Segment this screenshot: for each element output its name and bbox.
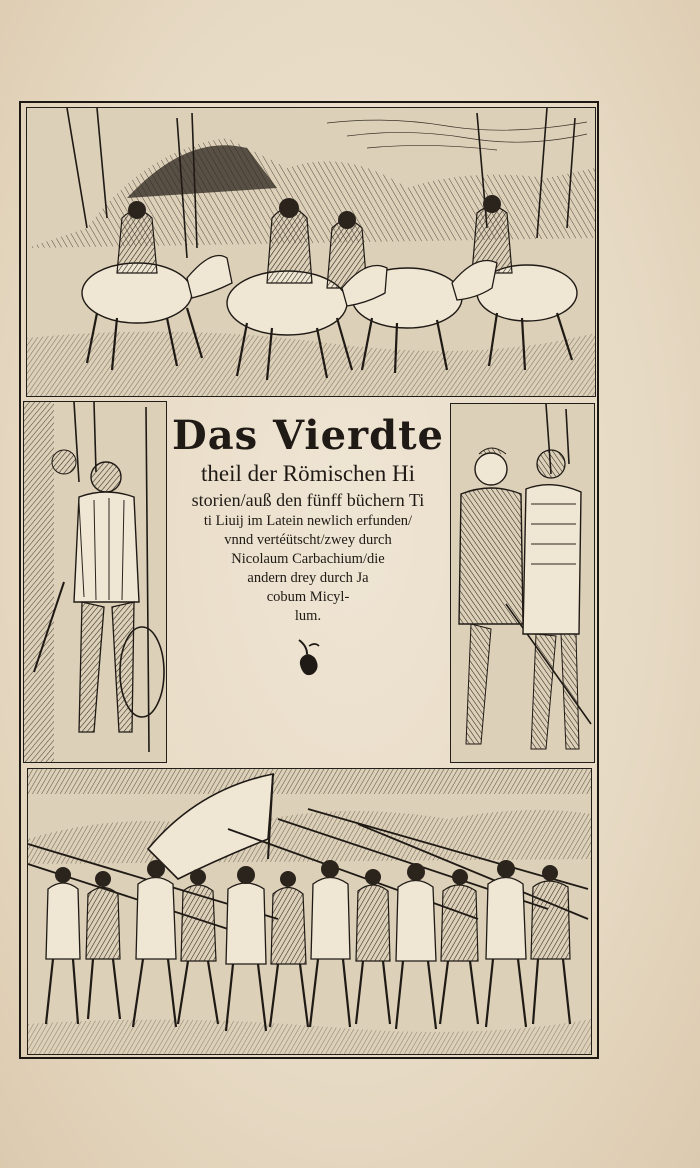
landsknechte-march-woodcut [27, 768, 592, 1055]
title-line-7: cobum Micyl- [266, 589, 350, 605]
leaf-ornament-icon [168, 636, 448, 684]
cavalry-woodcut [26, 107, 596, 397]
soldiers-right-woodcut [450, 403, 595, 763]
title-line-2: storien/auß den fünff büchern Ti [191, 490, 425, 510]
soldiers-left-woodcut [23, 401, 167, 763]
title-line-8: lum. [294, 608, 322, 624]
title-line-1: theil der Römischen Hi [201, 461, 415, 486]
title-line-5: Nicolaum Carbachium/die [231, 551, 385, 567]
title-line-6: andern drey durch Ja [247, 570, 369, 586]
main-title: Das Vierdte [172, 412, 444, 459]
title-line-3: ti Liuij im Latein newlich erfunden/ [203, 513, 413, 529]
title-text-block [168, 404, 448, 760]
title-line-4: vnnd vertéütscht/zwey durch [224, 532, 392, 548]
